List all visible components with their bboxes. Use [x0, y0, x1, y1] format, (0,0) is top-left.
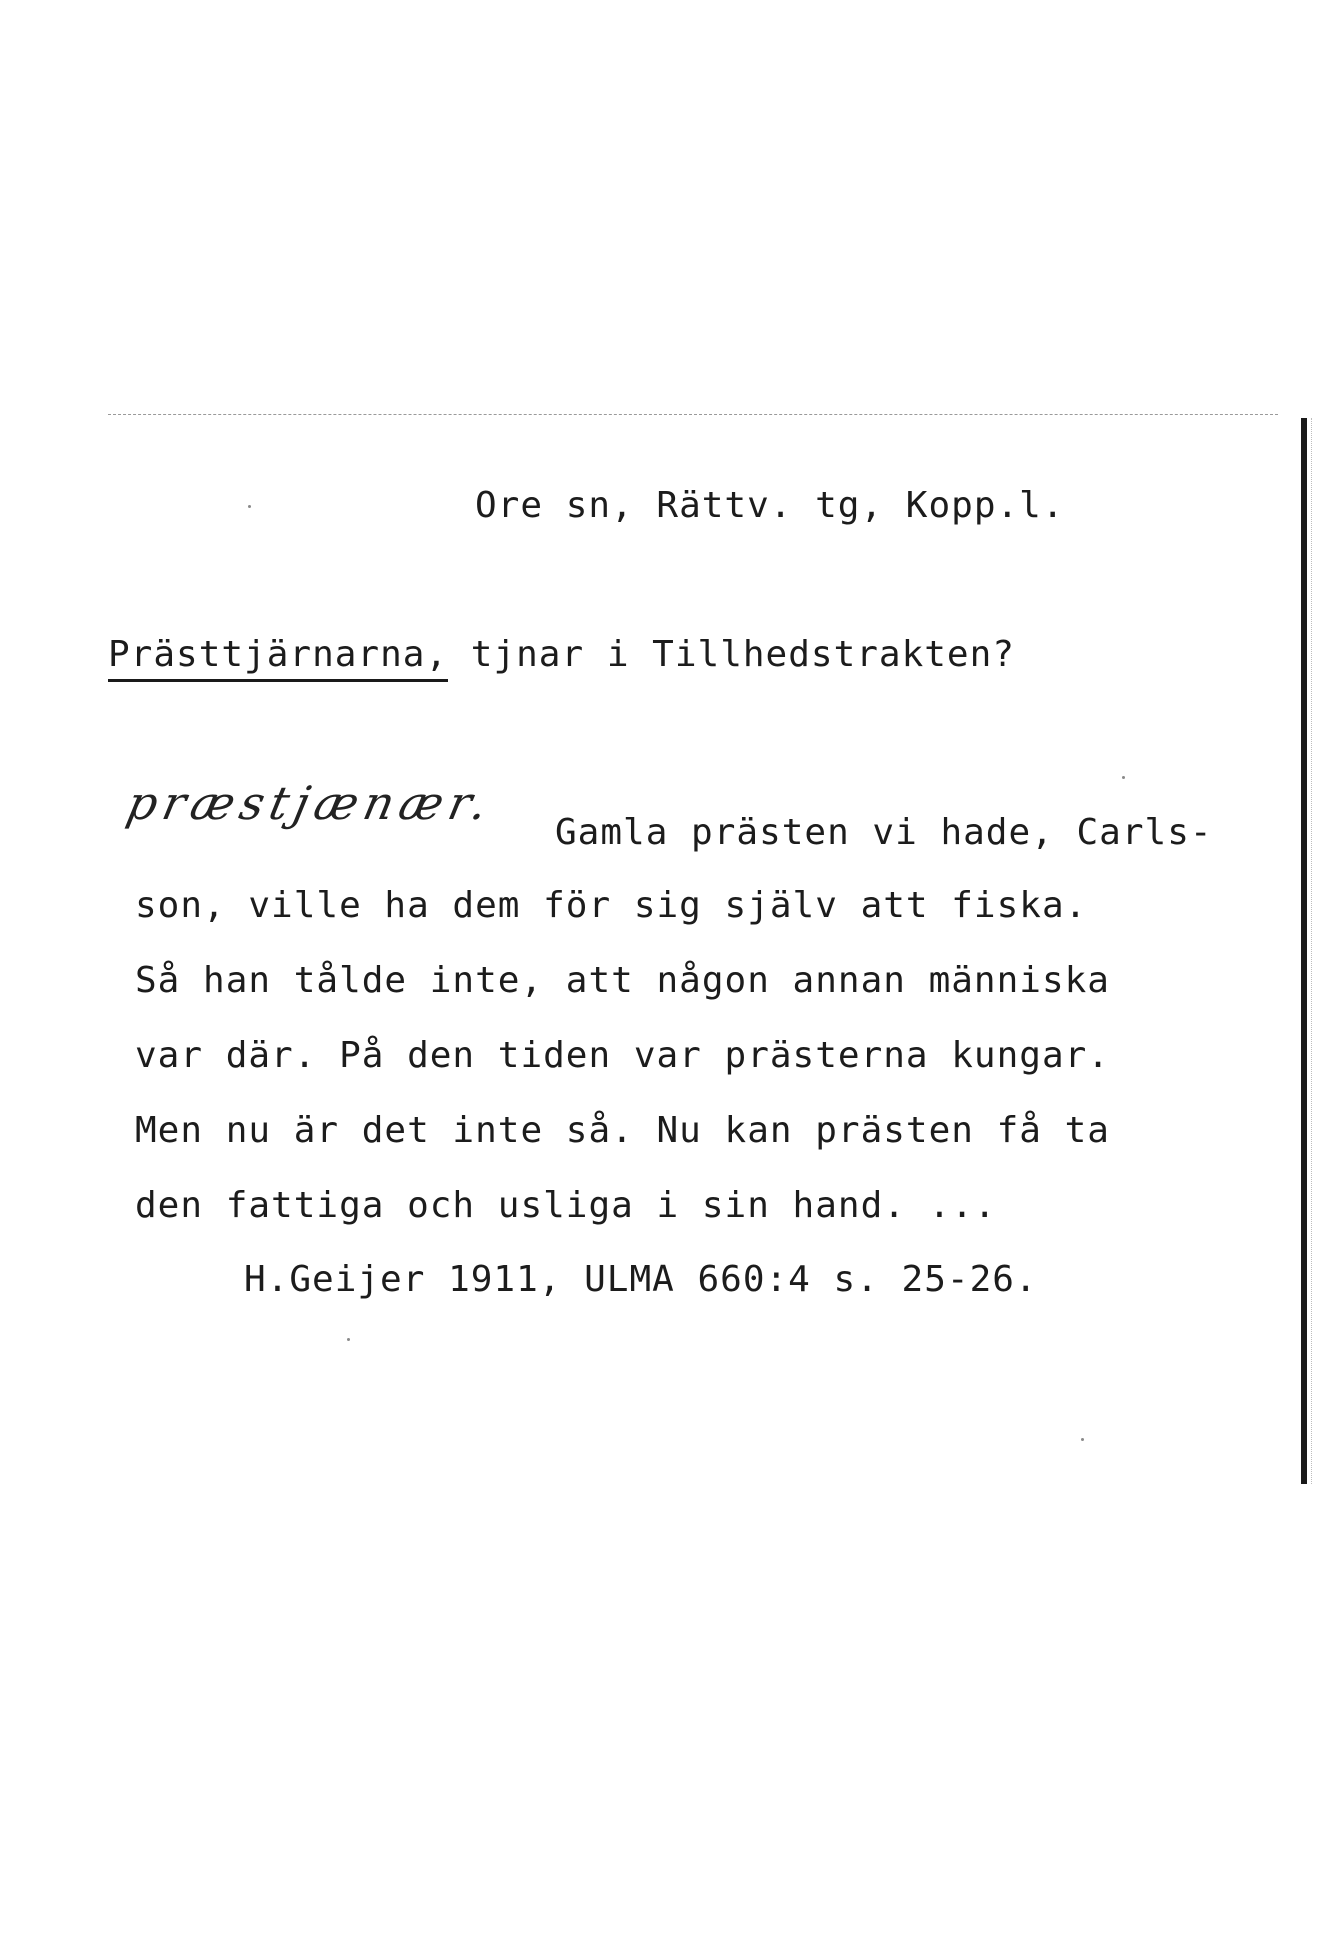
ink-speck	[1122, 776, 1125, 779]
top-border-line	[108, 414, 1278, 415]
ink-speck	[248, 505, 251, 508]
source-citation: H.Geijer 1911, ULMA 660:4 s. 25-26.	[244, 1259, 1038, 1300]
handwritten-dialect-form: præstjænær.	[122, 776, 499, 830]
ink-speck	[1081, 1438, 1084, 1441]
ink-speck	[347, 1338, 350, 1341]
body-line: den fattiga och usliga i sin hand. ...	[135, 1185, 997, 1226]
body-line: Men nu är det inte så. Nu kan prästen få ta	[135, 1110, 1110, 1151]
body-line: Så han tålde inte, att någon annan människa	[135, 960, 1110, 1001]
body-line: Gamla prästen vi hade, Carls-	[555, 812, 1213, 853]
right-edge-bar	[1301, 418, 1307, 1484]
headword-gloss: tjnar i Tillhedstrakten?	[448, 634, 1015, 675]
body-line: var där. På den tiden var prästerna kungar.	[135, 1035, 1110, 1076]
headword: Prästtjärnarna,	[108, 634, 448, 682]
headword-line	[108, 634, 1015, 675]
body-line: son, ville ha dem för sig själv att fiska.	[135, 885, 1088, 926]
right-edge-shadow	[1311, 418, 1313, 1484]
location-line: Ore sn, Rättv. tg, Kopp.l.	[475, 485, 1065, 526]
